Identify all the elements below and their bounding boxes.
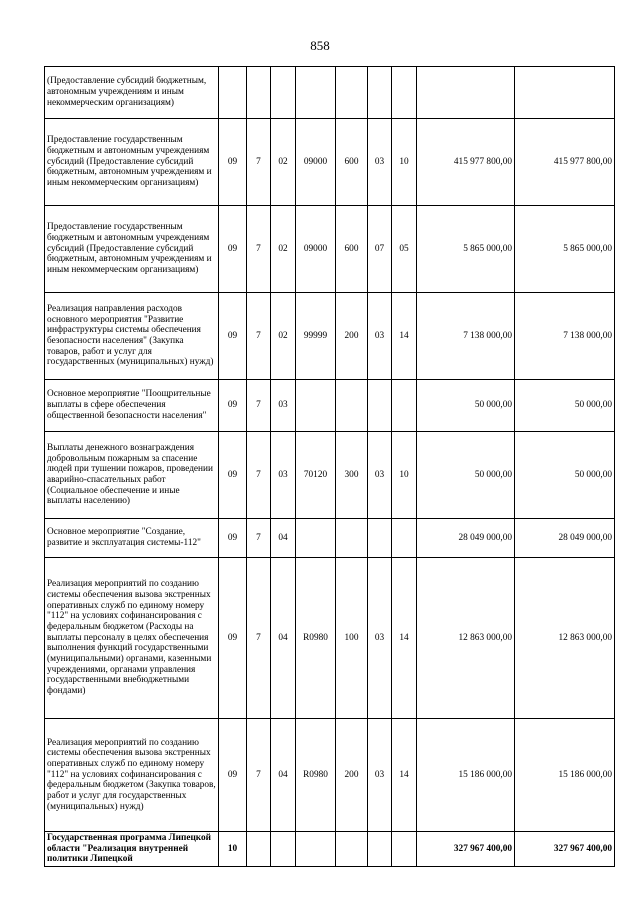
code-sub bbox=[247, 832, 271, 867]
amount-final: 50 000,00 bbox=[515, 432, 615, 519]
code-expense-type bbox=[336, 832, 368, 867]
code-section: 07 bbox=[368, 206, 392, 293]
code-section bbox=[368, 380, 392, 432]
row-name: (Предоставление субсидий бюджетным, автономным учреждениям и иным некоммерческим организациям) bbox=[45, 67, 219, 119]
budget-table bbox=[44, 66, 615, 867]
code-expense-type bbox=[336, 380, 368, 432]
row-name: Реализация направления расходов основного мероприятия "Развитие инфраструктуры системы обеспечения безопасности населения" (Закупка товаров, работ и услуг для государственных (муниципальных) нужд) bbox=[45, 293, 219, 380]
code-main bbox=[271, 832, 296, 867]
code-expense-type: 300 bbox=[336, 432, 368, 519]
amount-final bbox=[515, 67, 615, 119]
code-section: 03 bbox=[368, 293, 392, 380]
amount-total: 415 977 800,00 bbox=[417, 119, 515, 206]
code-main: 03 bbox=[271, 380, 296, 432]
table-row bbox=[45, 519, 615, 558]
code-gp: 09 bbox=[219, 206, 247, 293]
table-row bbox=[45, 206, 615, 293]
amount-final: 415 977 800,00 bbox=[515, 119, 615, 206]
code-main: 03 bbox=[271, 432, 296, 519]
row-name: Реализация мероприятий по созданию системы обеспечения вызова экстренных оперативных служб по единому номеру "112" на условиях софинансирования с федеральным бюджетом (Расходы на выплаты персоналу в целях обеспечения выполнения функций государственными (муниципальными) органами, казенными учреждениями, органами управления государственными внебюджетными фондами) bbox=[45, 558, 219, 719]
row-name: Основное мероприятие "Поощрительные выплаты в сфере обеспечения общественной безопасности населения" bbox=[45, 380, 219, 432]
amount-total: 327 967 400,00 bbox=[417, 832, 515, 867]
code-section: 03 bbox=[368, 119, 392, 206]
code-subsection bbox=[392, 832, 417, 867]
code-gp: 09 bbox=[219, 119, 247, 206]
code-main: 04 bbox=[271, 519, 296, 558]
code-sub: 7 bbox=[247, 432, 271, 519]
code-subsection bbox=[392, 519, 417, 558]
code-subsection bbox=[392, 67, 417, 119]
code-section bbox=[368, 67, 392, 119]
row-name: Выплаты денежного вознаграждения добровольным пожарным за спасение людей при тушении пожаров, проведении аварийно-спасательных работ (Социальное обеспечение и иные выплаты населению) bbox=[45, 432, 219, 519]
table-row bbox=[45, 832, 615, 867]
amount-final: 7 138 000,00 bbox=[515, 293, 615, 380]
code-expense-type: 200 bbox=[336, 719, 368, 832]
code-subsection: 14 bbox=[392, 558, 417, 719]
table-row bbox=[45, 67, 615, 119]
code-main: 02 bbox=[271, 119, 296, 206]
code-gp: 10 bbox=[219, 832, 247, 867]
code-sub: 7 bbox=[247, 719, 271, 832]
row-name: Государственная программа Липецкой области "Реализация внутренней политики Липецкой bbox=[45, 832, 219, 867]
code-sub: 7 bbox=[247, 558, 271, 719]
amount-final: 50 000,00 bbox=[515, 380, 615, 432]
code-subsection: 14 bbox=[392, 293, 417, 380]
code-direction bbox=[296, 380, 336, 432]
code-direction bbox=[296, 67, 336, 119]
code-direction bbox=[296, 832, 336, 867]
table-row bbox=[45, 119, 615, 206]
code-sub bbox=[247, 67, 271, 119]
row-name: Предоставление государственным бюджетным и автономным учреждениям субсидий (Предоставление субсидий бюджетным, автономным учреждениям и иным некоммерческим организациям) bbox=[45, 206, 219, 293]
row-name: Предоставление государственным бюджетным и автономным учреждениям субсидий (Предоставление субсидий бюджетным, автономным учреждениям и иным некоммерческим организациям) bbox=[45, 119, 219, 206]
code-gp: 09 bbox=[219, 519, 247, 558]
code-expense-type: 200 bbox=[336, 293, 368, 380]
code-sub: 7 bbox=[247, 380, 271, 432]
code-direction: R0980 bbox=[296, 558, 336, 719]
code-main: 04 bbox=[271, 558, 296, 719]
amount-total: 50 000,00 bbox=[417, 380, 515, 432]
code-section bbox=[368, 519, 392, 558]
code-main: 02 bbox=[271, 206, 296, 293]
code-direction: R0980 bbox=[296, 719, 336, 832]
amount-total: 50 000,00 bbox=[417, 432, 515, 519]
amount-total bbox=[417, 67, 515, 119]
code-gp: 09 bbox=[219, 293, 247, 380]
code-section: 03 bbox=[368, 719, 392, 832]
amount-final: 327 967 400,00 bbox=[515, 832, 615, 867]
code-direction: 09000 bbox=[296, 119, 336, 206]
code-main: 04 bbox=[271, 719, 296, 832]
row-name: Основное мероприятие "Создание, развитие и эксплуатация системы-112" bbox=[45, 519, 219, 558]
code-subsection: 10 bbox=[392, 432, 417, 519]
amount-final: 5 865 000,00 bbox=[515, 206, 615, 293]
code-direction: 99999 bbox=[296, 293, 336, 380]
amount-total: 5 865 000,00 bbox=[417, 206, 515, 293]
amount-final: 28 049 000,00 bbox=[515, 519, 615, 558]
code-expense-type: 600 bbox=[336, 119, 368, 206]
code-gp bbox=[219, 67, 247, 119]
table-row bbox=[45, 719, 615, 832]
code-expense-type bbox=[336, 67, 368, 119]
code-expense-type: 600 bbox=[336, 206, 368, 293]
code-subsection bbox=[392, 380, 417, 432]
code-direction bbox=[296, 519, 336, 558]
code-gp: 09 bbox=[219, 432, 247, 519]
code-subsection: 10 bbox=[392, 119, 417, 206]
amount-total: 15 186 000,00 bbox=[417, 719, 515, 832]
code-section: 03 bbox=[368, 432, 392, 519]
code-expense-type: 100 bbox=[336, 558, 368, 719]
table-row bbox=[45, 380, 615, 432]
code-section bbox=[368, 832, 392, 867]
code-direction: 70120 bbox=[296, 432, 336, 519]
table-row bbox=[45, 293, 615, 380]
amount-total: 12 863 000,00 bbox=[417, 558, 515, 719]
amount-total: 28 049 000,00 bbox=[417, 519, 515, 558]
code-sub: 7 bbox=[247, 293, 271, 380]
code-subsection: 05 bbox=[392, 206, 417, 293]
code-main: 02 bbox=[271, 293, 296, 380]
code-sub: 7 bbox=[247, 119, 271, 206]
code-sub: 7 bbox=[247, 206, 271, 293]
code-gp: 09 bbox=[219, 719, 247, 832]
code-gp: 09 bbox=[219, 380, 247, 432]
page-number: 858 bbox=[310, 38, 330, 53]
table-row bbox=[45, 432, 615, 519]
amount-final: 15 186 000,00 bbox=[515, 719, 615, 832]
code-sub: 7 bbox=[247, 519, 271, 558]
code-section: 03 bbox=[368, 558, 392, 719]
row-name: Реализация мероприятий по созданию системы обеспечения вызова экстренных оперативных служб по единому номеру "112" на условиях софинансирования с федеральным бюджетом (Закупка товаров, работ и услуг для государственных (муниципальных) нужд) bbox=[45, 719, 219, 832]
amount-total: 7 138 000,00 bbox=[417, 293, 515, 380]
amount-final: 12 863 000,00 bbox=[515, 558, 615, 719]
code-gp: 09 bbox=[219, 558, 247, 719]
code-expense-type bbox=[336, 519, 368, 558]
table-row bbox=[45, 558, 615, 719]
code-subsection: 14 bbox=[392, 719, 417, 832]
code-main bbox=[271, 67, 296, 119]
code-direction: 09000 bbox=[296, 206, 336, 293]
